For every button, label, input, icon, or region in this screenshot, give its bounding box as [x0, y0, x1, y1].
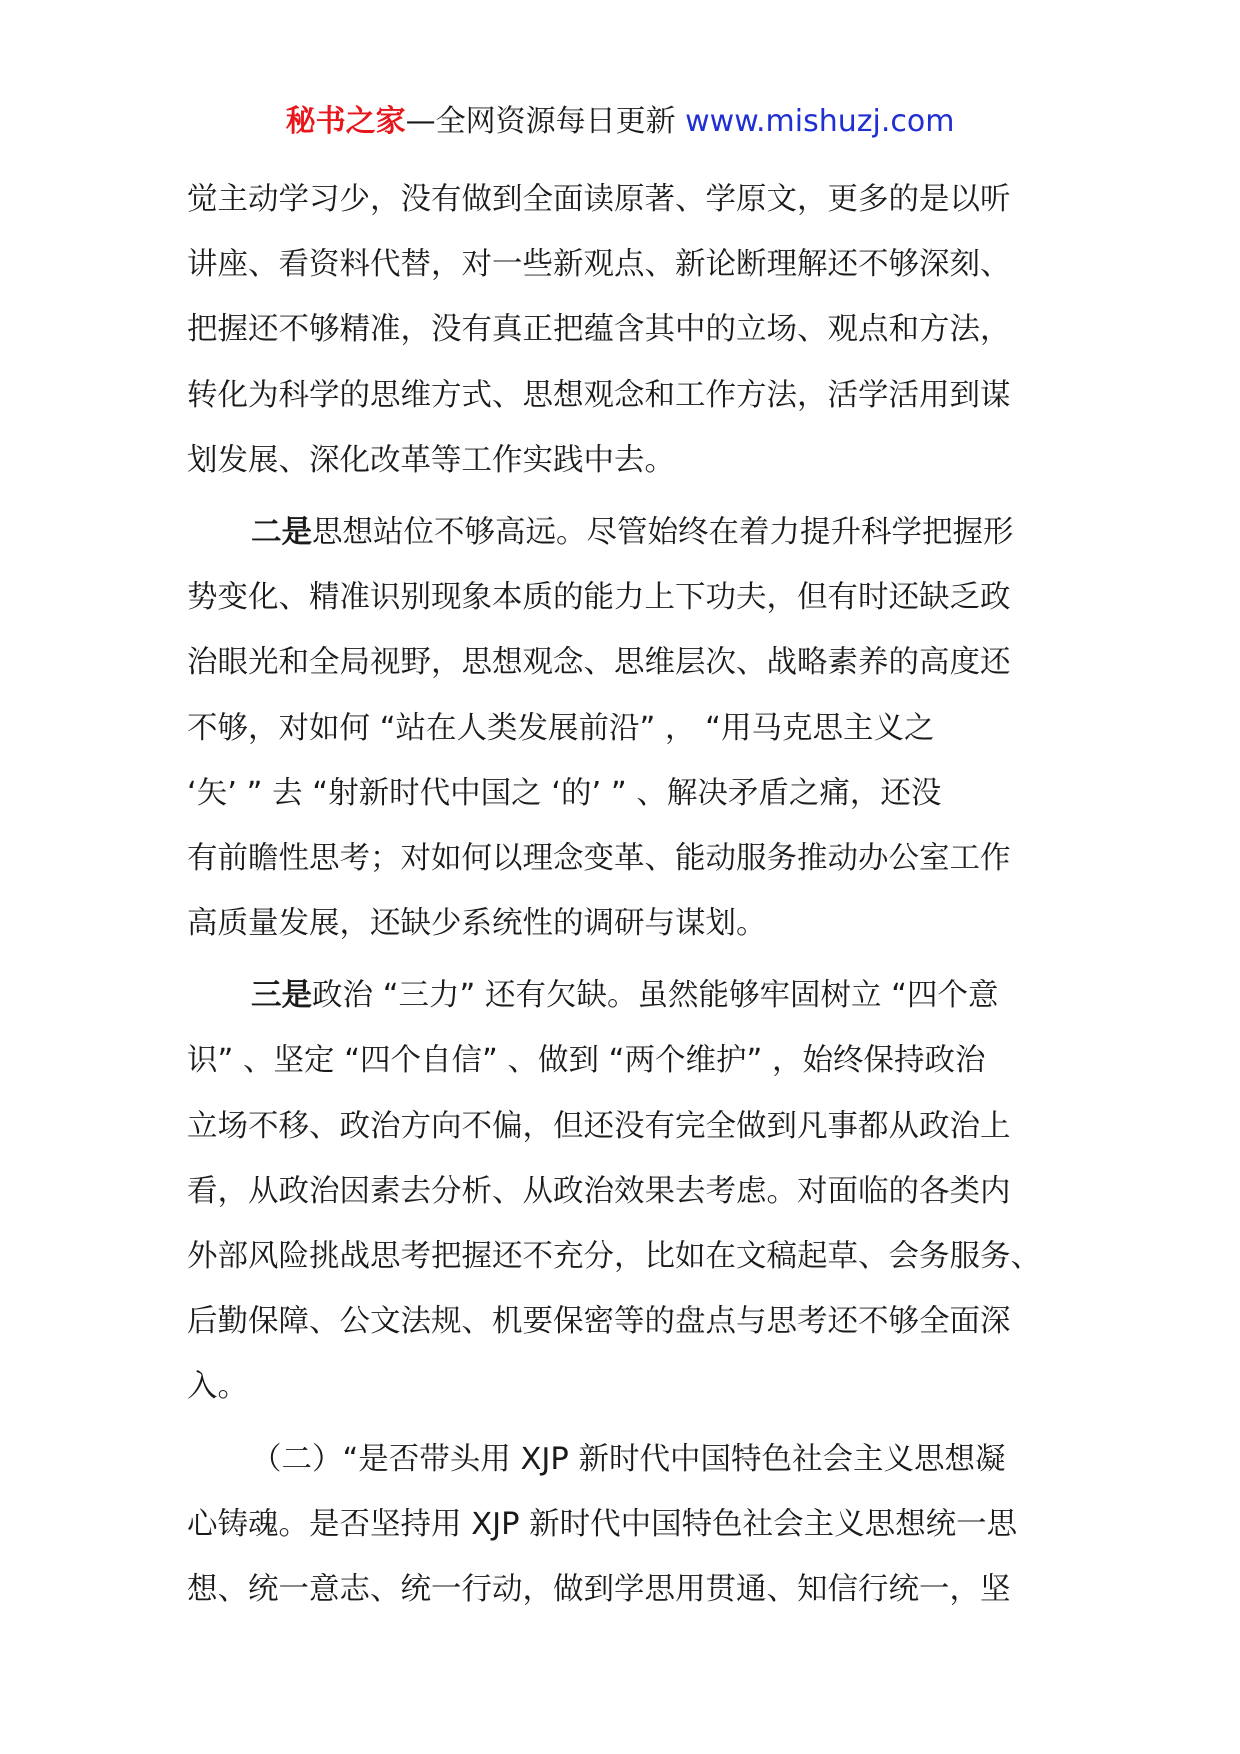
document-body [187, 167, 1057, 1622]
text-line: （二）“是否带头用 XJP 新时代中国特色社会主义思想凝 [251, 1441, 1006, 1477]
paragraph-lead: 二是 [251, 514, 312, 550]
text-line: 讲座、看资料代替，对一些新观点、新论断理解还不够深刻、 [187, 247, 1011, 283]
text-line: 把握还不够精准，没有真正把蕴含其中的立场、观点和方法， [187, 312, 1011, 348]
paragraph [187, 963, 1057, 1419]
text-line: 有前瞻性思考；对如何以理念变革、能动服务推动办公室工作 [187, 840, 1011, 876]
text-line: 治眼光和全局视野，思想观念、思维层次、战略素养的高度还 [187, 645, 1011, 681]
text-line: 立场不移、政治方向不偏，但还没有完全做到凡事都从政治上 [187, 1108, 1011, 1144]
brand-logo-text: 秘书之家 [285, 104, 406, 139]
text-line: 入。 [187, 1369, 248, 1405]
text-line [187, 500, 1057, 565]
text-line: 识” 、坚定 “四个自信” 、做到 “两个维护” ，始终保持政治 [187, 1043, 986, 1079]
text-line: ‘矢’ ” 去 “射新时代中国之 ‘的’ ” 、解决矛盾之痛，还没 [187, 775, 942, 811]
site-header [0, 100, 1240, 144]
site-url-link[interactable]: www.mishuzj.com [685, 104, 955, 139]
text-line [187, 963, 1057, 1028]
paragraph-lead: 三是 [251, 978, 312, 1014]
text-line: 不够，对如何 “站在人类发展前沿” ， “用马克思主义之 [187, 710, 935, 746]
text-line: 想、统一意志、统一行动，做到学思用贯通、知信行统一，坚 [187, 1571, 1011, 1607]
text-line: 看，从政治因素去分析、从政治效果去考虑。对面临的各类内 [187, 1173, 1011, 1209]
text-line: 划发展、深化改革等工作实践中去。 [187, 442, 675, 478]
paragraph-first-text: 政治 “三力” 还有欠缺。虽然能够牢固树立 “四个意 [312, 978, 999, 1014]
paragraph [187, 167, 1057, 493]
paragraph-first-text: 思想站位不够高远。尽管始终在着力提升科学把握形 [312, 514, 1014, 550]
text-line: 觉主动学习少，没有做到全面读原著、学原文，更多的是以听 [187, 182, 1011, 217]
paragraph [187, 1427, 1057, 1623]
text-line: 高质量发展，还缺少系统性的调研与谋划。 [187, 906, 767, 942]
header-tagline: —全网资源每日更新 [405, 104, 686, 139]
text-line: 外部风险挑战思考把握还不充分，比如在文稿起草、会务服务、 [187, 1239, 1041, 1274]
text-line: 势变化、精准识别现象本质的能力上下功夫，但有时还缺乏政 [187, 580, 1011, 616]
text-line: 后勤保障、公文法规、机要保密等的盘点与思考还不够全面深 [187, 1304, 1011, 1340]
text-line: 心铸魂。是否坚持用 XJP 新时代中国特色社会主义思想统一思 [187, 1506, 1018, 1542]
text-line: 转化为科学的思维方式、思想观念和工作方法，活学活用到谋 [187, 377, 1011, 413]
paragraph [187, 500, 1057, 956]
